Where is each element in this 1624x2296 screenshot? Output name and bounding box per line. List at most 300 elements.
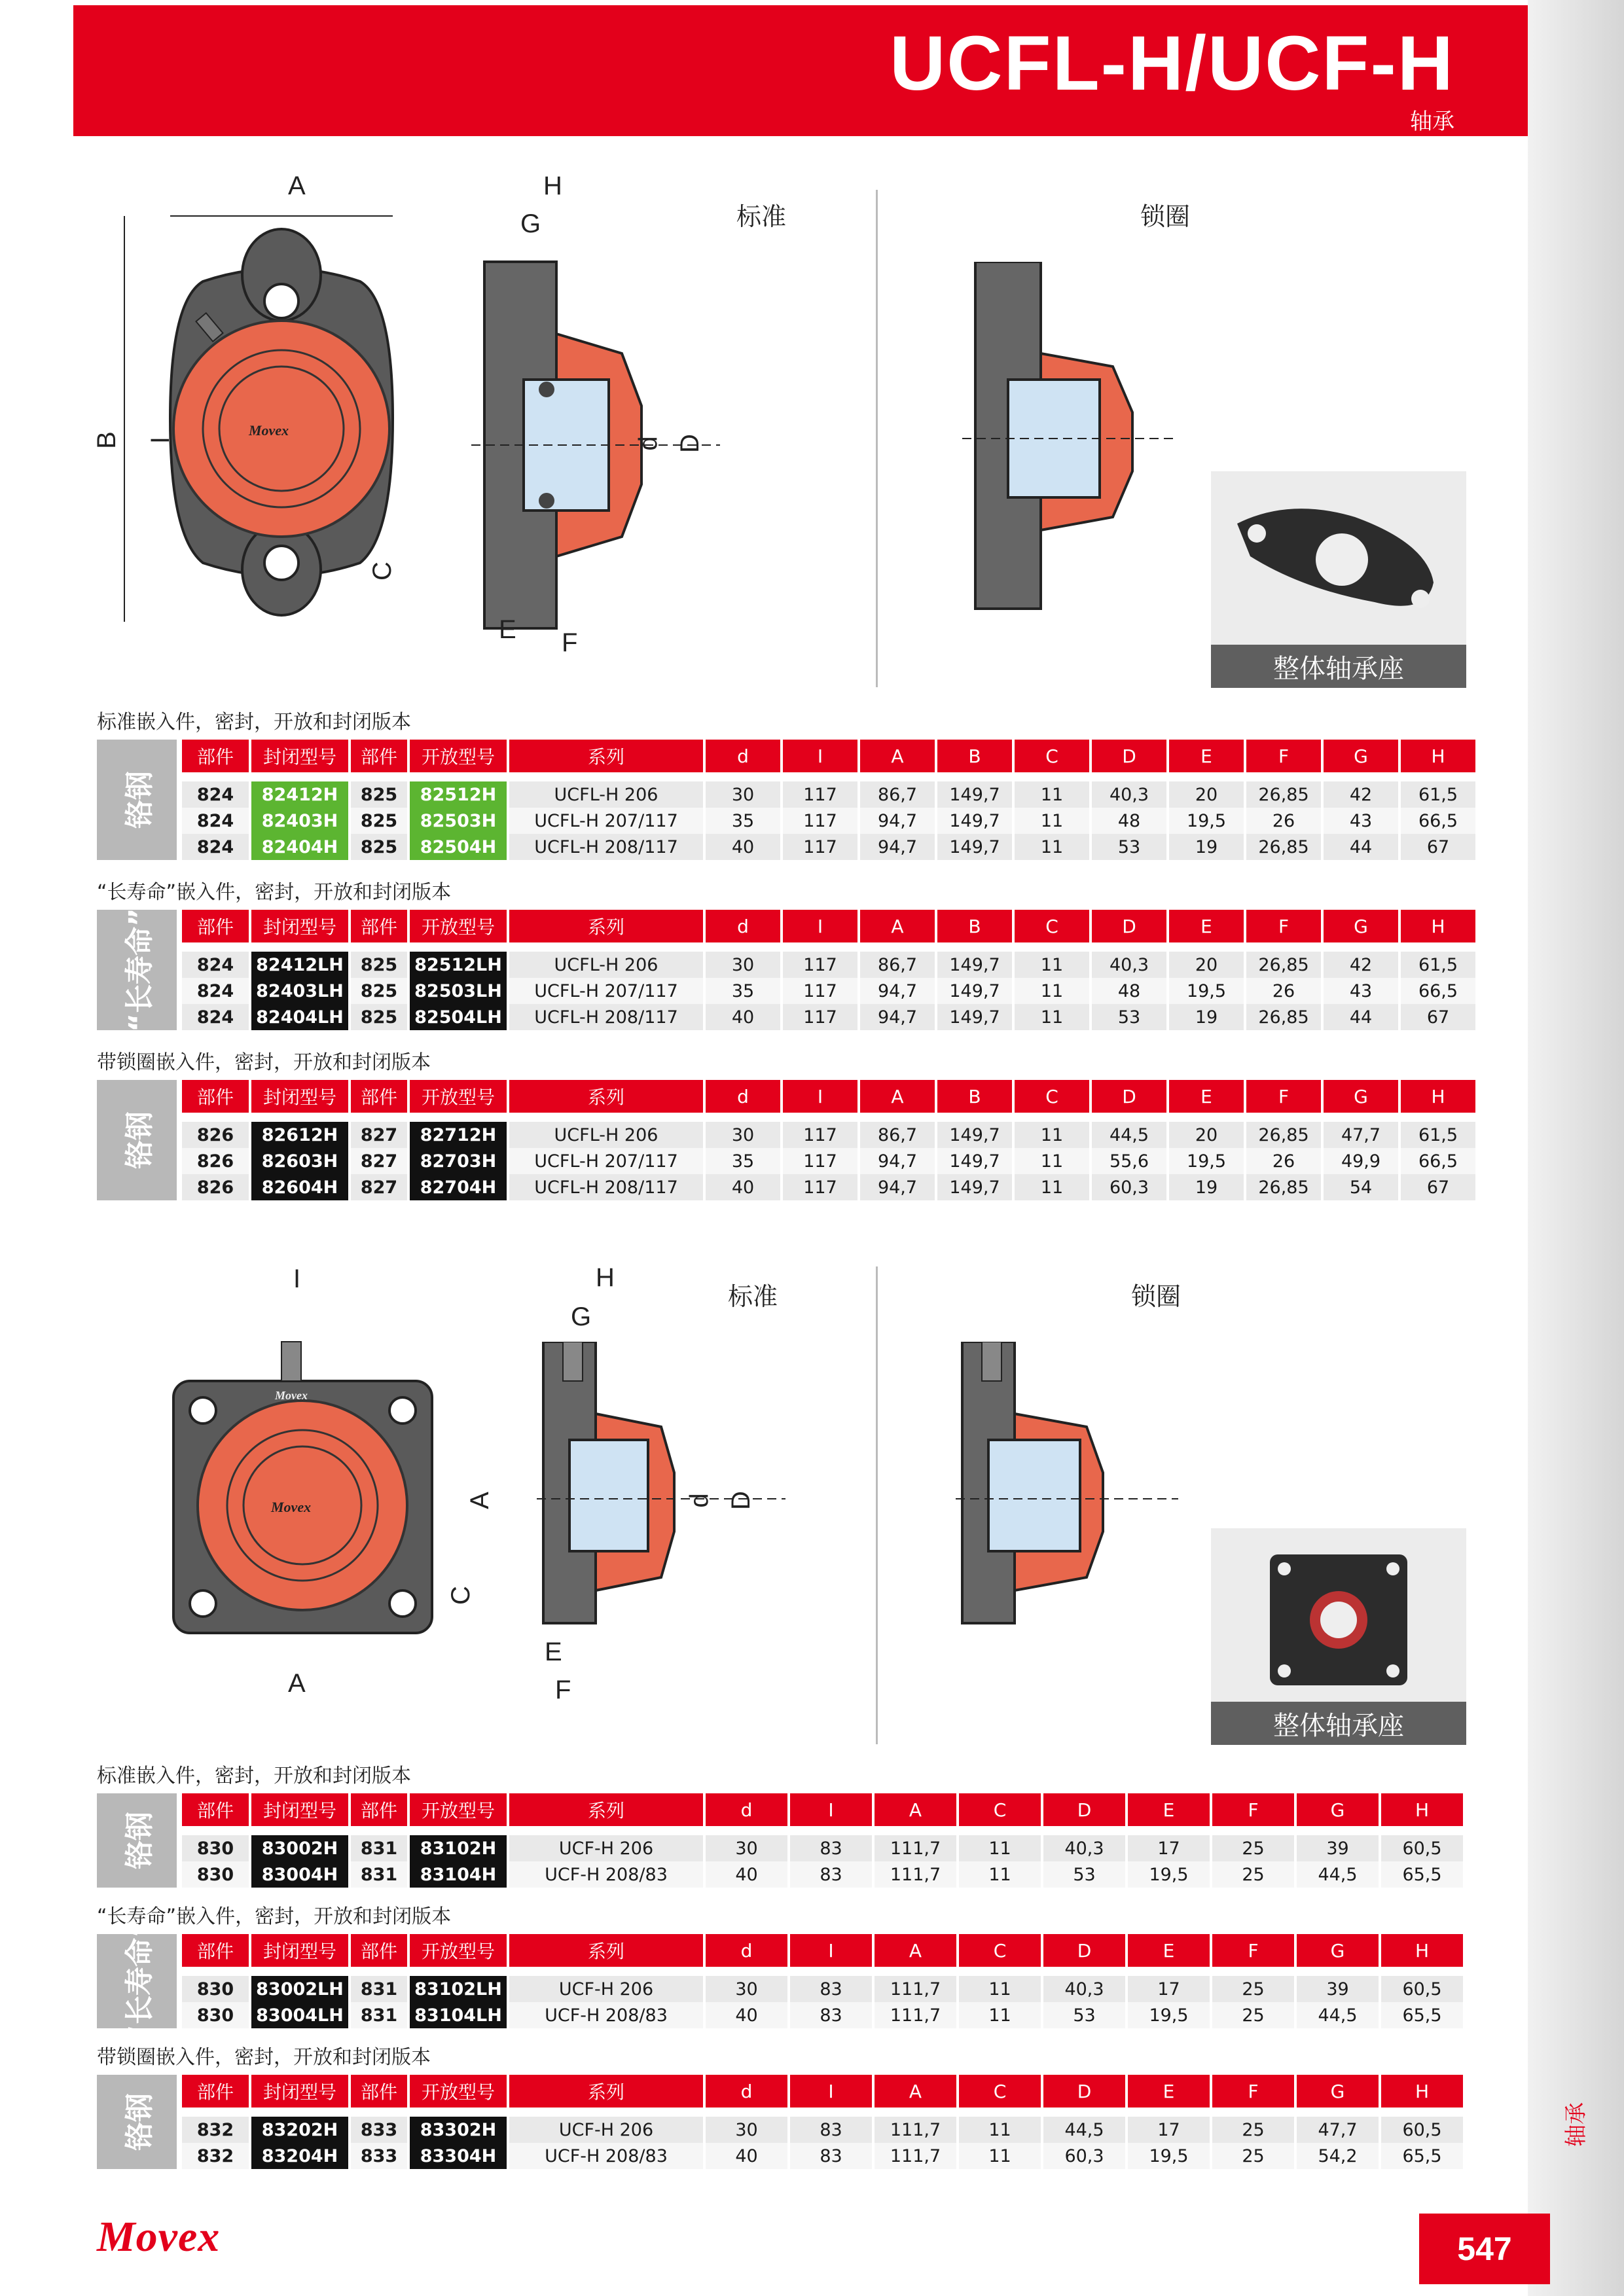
table-side-text: “长寿命” bbox=[123, 1919, 156, 2043]
divider bbox=[876, 1266, 878, 1744]
table-cell: 44 bbox=[1324, 834, 1401, 860]
table-cell: 35 bbox=[706, 1148, 783, 1174]
table-cell: UCF-H 206 bbox=[509, 1835, 706, 1861]
table-row bbox=[182, 1148, 1478, 1174]
header-cell: E bbox=[1169, 1080, 1246, 1113]
table-cell: 11 bbox=[1015, 834, 1092, 860]
table-cell: 17 bbox=[1128, 1976, 1212, 2002]
header-cell: E bbox=[1128, 2075, 1212, 2108]
header-cell: 系列 bbox=[509, 2075, 706, 2108]
table-title: 标准嵌入件，密封，开放和封闭版本 bbox=[97, 711, 411, 734]
header-cell: G bbox=[1324, 910, 1401, 942]
table-cell: 86,7 bbox=[860, 952, 937, 978]
table-cell: 40 bbox=[706, 2143, 790, 2169]
table-cell: 149,7 bbox=[937, 1148, 1015, 1174]
table-cell: 83302H bbox=[410, 2117, 509, 2143]
header-cell: 封闭型号 bbox=[251, 910, 351, 942]
table-cell: 30 bbox=[706, 781, 783, 808]
header-cell: 部件 bbox=[351, 1793, 410, 1826]
table-side-text: 铬钢 bbox=[123, 1812, 156, 1869]
table-cell: 117 bbox=[783, 1174, 860, 1200]
dim-G: G bbox=[571, 1302, 592, 1331]
dim-D: D bbox=[675, 434, 704, 453]
table-cell: 94,7 bbox=[860, 834, 937, 860]
header-cell: G bbox=[1324, 740, 1401, 772]
header-cell: I bbox=[790, 1934, 875, 1967]
table-cell: 53 bbox=[1043, 2002, 1128, 2028]
table-row bbox=[182, 2002, 1466, 2028]
table-cell: 48 bbox=[1092, 808, 1169, 834]
table-header bbox=[182, 910, 1478, 942]
table-cell: 11 bbox=[1015, 1122, 1092, 1148]
table-cell: 82504H bbox=[410, 834, 509, 860]
table-cell: 19 bbox=[1169, 834, 1246, 860]
table-header bbox=[182, 740, 1478, 772]
table-cell: 86,7 bbox=[860, 1122, 937, 1148]
header-cell: 部件 bbox=[351, 1080, 410, 1113]
table-cell: 83204H bbox=[251, 2143, 351, 2169]
table-cell: 19,5 bbox=[1128, 2143, 1212, 2169]
table-cell: 25 bbox=[1212, 2143, 1297, 2169]
header-cell: 封闭型号 bbox=[251, 1080, 351, 1113]
table-cell: 20 bbox=[1169, 952, 1246, 978]
table-side-text: 铬钢 bbox=[123, 1111, 156, 1169]
table-cell: 824 bbox=[182, 952, 251, 978]
page-subtitle: 轴承 bbox=[1410, 109, 1454, 135]
table-cell: 11 bbox=[1015, 1148, 1092, 1174]
table-cell: 11 bbox=[959, 2117, 1043, 2143]
header-cell: H bbox=[1401, 740, 1478, 772]
table-cell: 86,7 bbox=[860, 781, 937, 808]
label-lock-ring: 锁圈 bbox=[1131, 1282, 1182, 1311]
table-cell: 82412LH bbox=[251, 952, 351, 978]
side-label: 轴承 bbox=[1563, 2102, 1589, 2147]
label-standard: 标准 bbox=[728, 1282, 778, 1311]
table-cell: 19,5 bbox=[1169, 1148, 1246, 1174]
table-cell: UCF-H 206 bbox=[509, 1976, 706, 2002]
label-standard: 标准 bbox=[736, 202, 787, 231]
table-cell: 82603H bbox=[251, 1148, 351, 1174]
table-cell: 83104LH bbox=[410, 2002, 509, 2028]
header-cell: E bbox=[1169, 740, 1246, 772]
dim-E: E bbox=[545, 1638, 562, 1666]
header-cell: d bbox=[706, 1934, 790, 1967]
table-cell: UCF-H 208/83 bbox=[509, 1861, 706, 1888]
table-cell: 39 bbox=[1297, 1976, 1381, 2002]
table-title: 带锁圈嵌入件，密封，开放和封闭版本 bbox=[97, 2046, 431, 2069]
table-cell: 26,85 bbox=[1246, 1004, 1324, 1030]
table-cell: 66,5 bbox=[1401, 1148, 1478, 1174]
header-cell: 部件 bbox=[182, 2075, 251, 2108]
table-cell: 11 bbox=[959, 1835, 1043, 1861]
table-cell: 826 bbox=[182, 1148, 251, 1174]
header-cell: 部件 bbox=[351, 2075, 410, 2108]
ucf-front-view bbox=[164, 1302, 439, 1643]
table-cell: 20 bbox=[1169, 781, 1246, 808]
brand-logo: Movex bbox=[97, 2213, 221, 2261]
header-cell: F bbox=[1212, 1793, 1297, 1826]
table-side-label bbox=[97, 1793, 177, 1888]
table-title: 带锁圈嵌入件，密封，开放和封闭版本 bbox=[97, 1051, 431, 1074]
table-cell: 67 bbox=[1401, 1174, 1478, 1200]
dim-A: A bbox=[288, 171, 306, 200]
table-cell: 40 bbox=[706, 2002, 790, 2028]
table-cell: 26,85 bbox=[1246, 781, 1324, 808]
table-side-text: “长寿命” bbox=[123, 908, 156, 1032]
table-cell: 44,5 bbox=[1297, 1861, 1381, 1888]
dim-G: G bbox=[520, 209, 541, 238]
table-cell: 17 bbox=[1128, 2117, 1212, 2143]
table-cell: 61,5 bbox=[1401, 781, 1478, 808]
table-row bbox=[182, 978, 1478, 1004]
header-cell: D bbox=[1043, 2075, 1128, 2108]
table-cell: 117 bbox=[783, 1004, 860, 1030]
table-cell: 827 bbox=[351, 1122, 410, 1148]
header-cell: 开放型号 bbox=[410, 1080, 509, 1113]
table-cell: 43 bbox=[1324, 978, 1401, 1004]
table-cell: 149,7 bbox=[937, 952, 1015, 978]
table-cell: 94,7 bbox=[860, 978, 937, 1004]
table-cell: 83002H bbox=[251, 1835, 351, 1861]
table-cell: 149,7 bbox=[937, 978, 1015, 1004]
table-cell: 26,85 bbox=[1246, 952, 1324, 978]
table-cell: 82503LH bbox=[410, 978, 509, 1004]
header-cell: H bbox=[1381, 1934, 1466, 1967]
table-cell: 831 bbox=[351, 1861, 410, 1888]
table-cell: 26 bbox=[1246, 808, 1324, 834]
table-row bbox=[182, 781, 1478, 808]
header-cell: 部件 bbox=[182, 1080, 251, 1113]
table-row bbox=[182, 834, 1478, 860]
table-row bbox=[182, 1004, 1478, 1030]
table-cell: 833 bbox=[351, 2143, 410, 2169]
table-cell: 111,7 bbox=[875, 2117, 959, 2143]
table-cell: 83004LH bbox=[251, 2002, 351, 2028]
table-cell: 30 bbox=[706, 1976, 790, 2002]
table-row bbox=[182, 808, 1478, 834]
table-cell: 11 bbox=[1015, 808, 1092, 834]
table-cell: 82612H bbox=[251, 1122, 351, 1148]
table-cell: 117 bbox=[783, 978, 860, 1004]
table-header bbox=[182, 1793, 1466, 1826]
table-cell: 61,5 bbox=[1401, 1122, 1478, 1148]
table-cell: 49,9 bbox=[1324, 1148, 1401, 1174]
dim-C: C bbox=[446, 1586, 475, 1605]
table-cell: 825 bbox=[351, 1004, 410, 1030]
table-cell: 11 bbox=[1015, 978, 1092, 1004]
table-cell: 824 bbox=[182, 978, 251, 1004]
table-cell: 82404H bbox=[251, 834, 351, 860]
table-side-text: 铬钢 bbox=[123, 771, 156, 829]
table-body bbox=[182, 1835, 1466, 1888]
header-cell: 开放型号 bbox=[410, 740, 509, 772]
table-side-label bbox=[97, 740, 177, 860]
header-cell: A bbox=[875, 1793, 959, 1826]
header-cell: 开放型号 bbox=[410, 910, 509, 942]
table-cell: 19,5 bbox=[1169, 808, 1246, 834]
table-side-label bbox=[97, 1080, 177, 1200]
table-row bbox=[182, 1861, 1466, 1888]
table-cell: 47,7 bbox=[1297, 2117, 1381, 2143]
photo-caption: 整体轴承座 bbox=[1211, 1702, 1466, 1745]
header-cell: 封闭型号 bbox=[251, 1934, 351, 1967]
table-cell: 40 bbox=[706, 1174, 783, 1200]
table-side-label bbox=[97, 1919, 177, 2043]
table-cell: 67 bbox=[1401, 834, 1478, 860]
table-cell: 149,7 bbox=[937, 1174, 1015, 1200]
table-cell: 833 bbox=[351, 2117, 410, 2143]
table-cell: 82504LH bbox=[410, 1004, 509, 1030]
table-row bbox=[182, 1174, 1478, 1200]
header-cell: 开放型号 bbox=[410, 2075, 509, 2108]
table-cell: 149,7 bbox=[937, 834, 1015, 860]
table-cell: 825 bbox=[351, 952, 410, 978]
table-cell: 94,7 bbox=[860, 1148, 937, 1174]
header-cell: G bbox=[1324, 1080, 1401, 1113]
table-cell: 832 bbox=[182, 2117, 251, 2143]
table-cell: 48 bbox=[1092, 978, 1169, 1004]
table-body bbox=[182, 2117, 1466, 2169]
table-cell: 44,5 bbox=[1092, 1122, 1169, 1148]
page-number: 547 bbox=[1419, 2214, 1550, 2284]
table-cell: UCFL-H 208/117 bbox=[509, 834, 706, 860]
table-cell: 53 bbox=[1092, 1004, 1169, 1030]
dim-d: d bbox=[634, 436, 663, 451]
header-cell: C bbox=[1015, 1080, 1092, 1113]
table-row bbox=[182, 2117, 1466, 2143]
header-cell: B bbox=[937, 1080, 1015, 1113]
table-cell: 11 bbox=[959, 2143, 1043, 2169]
table-cell: 11 bbox=[1015, 1004, 1092, 1030]
header-cell: C bbox=[1015, 740, 1092, 772]
table-cell: 60,5 bbox=[1381, 1835, 1466, 1861]
table-cell: 824 bbox=[182, 834, 251, 860]
table-cell: 82403LH bbox=[251, 978, 351, 1004]
table-cell: 19,5 bbox=[1169, 978, 1246, 1004]
header-cell: H bbox=[1401, 1080, 1478, 1113]
table-cell: 42 bbox=[1324, 952, 1401, 978]
table-cell: 117 bbox=[783, 952, 860, 978]
table-cell: 830 bbox=[182, 1835, 251, 1861]
header-cell: I bbox=[783, 740, 860, 772]
table-title: 标准嵌入件，密封，开放和封闭版本 bbox=[97, 1765, 411, 1787]
table-cell: 117 bbox=[783, 808, 860, 834]
flange-photo-shape bbox=[1211, 471, 1466, 645]
svg-text:Movex: Movex bbox=[275, 1389, 308, 1402]
table-cell: UCF-H 208/83 bbox=[509, 2002, 706, 2028]
dim-C: C bbox=[367, 562, 397, 581]
table-cell: 44 bbox=[1324, 1004, 1401, 1030]
header-cell: d bbox=[706, 2075, 790, 2108]
header-cell: 系列 bbox=[509, 1080, 706, 1113]
table-cell: UCFL-H 206 bbox=[509, 1122, 706, 1148]
table-cell: 19,5 bbox=[1128, 2002, 1212, 2028]
dim-d: d bbox=[685, 1493, 714, 1508]
table-cell: 83 bbox=[790, 1861, 875, 1888]
table-cell: 830 bbox=[182, 1976, 251, 2002]
table-cell: 83 bbox=[790, 2117, 875, 2143]
table-cell: 117 bbox=[783, 1122, 860, 1148]
header-cell: 部件 bbox=[351, 910, 410, 942]
table-row bbox=[182, 1122, 1478, 1148]
table-row bbox=[182, 1976, 1466, 2002]
header-cell: 部件 bbox=[182, 740, 251, 772]
table-cell: UCFL-H 206 bbox=[509, 952, 706, 978]
table-cell: 30 bbox=[706, 952, 783, 978]
table-cell: 82503H bbox=[410, 808, 509, 834]
table-cell: 117 bbox=[783, 1148, 860, 1174]
table-cell: 83 bbox=[790, 1835, 875, 1861]
table-row bbox=[182, 1835, 1466, 1861]
table-cell: 60,5 bbox=[1381, 2117, 1466, 2143]
header-cell: 部件 bbox=[182, 910, 251, 942]
ucf-section-view bbox=[537, 1342, 785, 1630]
header-cell: D bbox=[1092, 910, 1169, 942]
header-cell: 封闭型号 bbox=[251, 1793, 351, 1826]
header-cell: I bbox=[783, 910, 860, 942]
table-cell: 824 bbox=[182, 808, 251, 834]
header-cell: 封闭型号 bbox=[251, 740, 351, 772]
table-cell: 149,7 bbox=[937, 1004, 1015, 1030]
table-cell: 11 bbox=[959, 1861, 1043, 1888]
header-cell: I bbox=[783, 1080, 860, 1113]
dim-D: D bbox=[726, 1491, 755, 1510]
header-cell: 部件 bbox=[182, 1934, 251, 1967]
table-cell: 83 bbox=[790, 1976, 875, 2002]
table-cell: 111,7 bbox=[875, 1861, 959, 1888]
table-side-label bbox=[97, 910, 177, 1030]
table-cell: 42 bbox=[1324, 781, 1401, 808]
table-cell: 25 bbox=[1212, 2117, 1297, 2143]
table-body bbox=[182, 781, 1478, 860]
table-cell: 826 bbox=[182, 1174, 251, 1200]
dim-H: H bbox=[543, 171, 562, 200]
table-cell: 11 bbox=[959, 2002, 1043, 2028]
dim-F: F bbox=[562, 628, 578, 657]
header-cell: d bbox=[706, 1793, 790, 1826]
table-cell: 831 bbox=[351, 2002, 410, 2028]
table-cell: 83102H bbox=[410, 1835, 509, 1861]
ucfl-lock-section-view bbox=[962, 262, 1178, 615]
table-cell: 25 bbox=[1212, 2002, 1297, 2028]
table-cell: 40 bbox=[706, 834, 783, 860]
table-cell: 26,85 bbox=[1246, 1122, 1324, 1148]
header-cell: D bbox=[1092, 740, 1169, 772]
table-row bbox=[182, 952, 1478, 978]
header-cell: E bbox=[1128, 1793, 1212, 1826]
header-cell: H bbox=[1381, 2075, 1466, 2108]
table-cell: 65,5 bbox=[1381, 2143, 1466, 2169]
header-cell: F bbox=[1246, 910, 1324, 942]
header-cell: E bbox=[1128, 1934, 1212, 1967]
table-cell: 82404LH bbox=[251, 1004, 351, 1030]
dim-H: H bbox=[596, 1263, 615, 1292]
table-cell: 25 bbox=[1212, 1976, 1297, 2002]
table-cell: 66,5 bbox=[1401, 808, 1478, 834]
table-cell: 30 bbox=[706, 1835, 790, 1861]
header-cell: 系列 bbox=[509, 910, 706, 942]
table-cell: 832 bbox=[182, 2143, 251, 2169]
table-cell: 30 bbox=[706, 1122, 783, 1148]
header-cell: A bbox=[875, 1934, 959, 1967]
table-cell: 11 bbox=[959, 1976, 1043, 2002]
table-cell: 825 bbox=[351, 781, 410, 808]
table-header bbox=[182, 2075, 1466, 2108]
table-cell: 830 bbox=[182, 1861, 251, 1888]
table-cell: 35 bbox=[706, 808, 783, 834]
table-cell: 40,3 bbox=[1043, 1835, 1128, 1861]
table-cell: 824 bbox=[182, 781, 251, 808]
header-cell: D bbox=[1043, 1793, 1128, 1826]
header-cell: D bbox=[1092, 1080, 1169, 1113]
table-cell: 26 bbox=[1246, 1148, 1324, 1174]
divider bbox=[876, 190, 878, 687]
table-cell: 82512H bbox=[410, 781, 509, 808]
table-cell: 83 bbox=[790, 2002, 875, 2028]
table-cell: 111,7 bbox=[875, 2002, 959, 2028]
table-cell: 30 bbox=[706, 2117, 790, 2143]
table-cell: 11 bbox=[1015, 781, 1092, 808]
table-cell: 65,5 bbox=[1381, 2002, 1466, 2028]
table-cell: 149,7 bbox=[937, 1122, 1015, 1148]
table-cell: 83102LH bbox=[410, 1976, 509, 2002]
header-cell: d bbox=[706, 1080, 783, 1113]
table-cell: UCF-H 208/83 bbox=[509, 2143, 706, 2169]
header-cell: A bbox=[875, 2075, 959, 2108]
table-cell: 111,7 bbox=[875, 1976, 959, 2002]
header-cell: F bbox=[1212, 1934, 1297, 1967]
table-cell: 824 bbox=[182, 1004, 251, 1030]
table-cell: 83004H bbox=[251, 1861, 351, 1888]
table-body bbox=[182, 1976, 1466, 2028]
header-cell: 系列 bbox=[509, 1793, 706, 1826]
table-cell: 83202H bbox=[251, 2117, 351, 2143]
table-cell: UCFL-H 206 bbox=[509, 781, 706, 808]
header-cell: 部件 bbox=[182, 1793, 251, 1826]
ucf-lock-section-view bbox=[956, 1342, 1178, 1630]
table-cell: 82512LH bbox=[410, 952, 509, 978]
table-cell: 40 bbox=[706, 1004, 783, 1030]
header-cell: 系列 bbox=[509, 1934, 706, 1967]
header-band bbox=[73, 5, 1553, 136]
table-cell: 54,2 bbox=[1297, 2143, 1381, 2169]
header-cell: C bbox=[959, 2075, 1043, 2108]
header-cell: 开放型号 bbox=[410, 1934, 509, 1967]
header-cell: d bbox=[706, 910, 783, 942]
header-cell: C bbox=[959, 1793, 1043, 1826]
table-cell: 40,3 bbox=[1043, 1976, 1128, 2002]
table-cell: 17 bbox=[1128, 1835, 1212, 1861]
header-cell: H bbox=[1401, 910, 1478, 942]
table-body bbox=[182, 1122, 1478, 1200]
table-cell: 82604H bbox=[251, 1174, 351, 1200]
table-header bbox=[182, 1080, 1478, 1113]
table-cell: 94,7 bbox=[860, 1174, 937, 1200]
table-cell: 827 bbox=[351, 1174, 410, 1200]
table-cell: 111,7 bbox=[875, 2143, 959, 2169]
dim-E: E bbox=[499, 615, 516, 644]
table-title: “长寿命”嵌入件，密封，开放和封闭版本 bbox=[97, 881, 452, 904]
page-title: UCFL-H/UCF-H bbox=[890, 20, 1454, 107]
table-cell: 35 bbox=[706, 978, 783, 1004]
dim-I-left: A bbox=[465, 1492, 494, 1509]
header-cell: C bbox=[1015, 910, 1092, 942]
table-cell: 83104H bbox=[410, 1861, 509, 1888]
table-cell: 26 bbox=[1246, 978, 1324, 1004]
table-cell: 54 bbox=[1324, 1174, 1401, 1200]
table-cell: 11 bbox=[1015, 952, 1092, 978]
header-cell: 系列 bbox=[509, 740, 706, 772]
